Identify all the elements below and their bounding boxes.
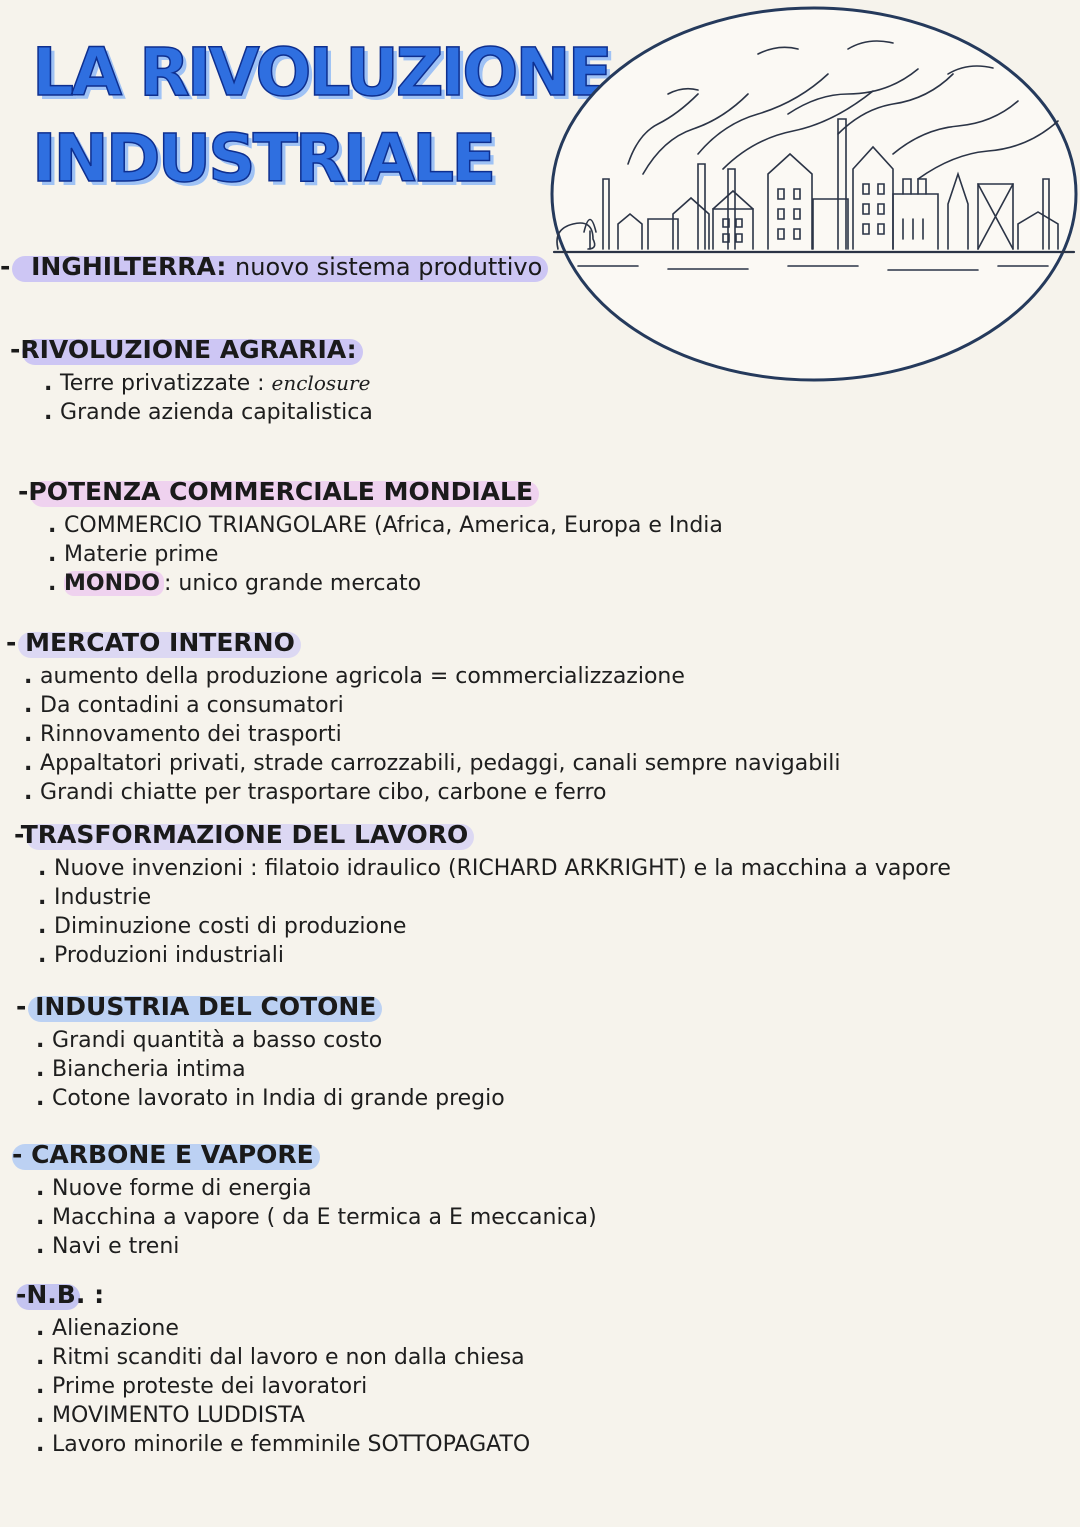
heading-carbone-vapore xyxy=(12,1138,314,1172)
list-item: . Diminuzione costi di produzione xyxy=(38,912,951,941)
section-inghilterra xyxy=(0,250,542,284)
list-item: . aumento della produzione agricola = commercializzazione xyxy=(24,662,841,691)
heading-text: -POTENZA COMMERCIALE MONDIALE xyxy=(18,477,534,506)
section-rivoluzione-agraria xyxy=(10,333,373,427)
heading-inghilterra xyxy=(0,250,542,284)
list-item: . Da contadini a consumatori xyxy=(24,691,841,720)
section-nb xyxy=(16,1278,530,1459)
heading-rivoluzione-agraria xyxy=(10,333,357,367)
section-mercato-interno xyxy=(6,626,841,807)
list-item: . Macchina a vapore ( da E termica a E meccanica) xyxy=(36,1203,597,1232)
list-lavoro xyxy=(38,854,951,970)
list-item: . Ritmi scanditi dal lavoro e non dalla chiesa xyxy=(36,1343,530,1372)
list-item: . COMMERCIO TRIANGOLARE (Africa, America, Europa e India xyxy=(48,511,723,540)
heading-text: -RIVOLUZIONE AGRARIA: xyxy=(10,335,357,364)
list-item: . Lavoro minorile e femminile SOTTOPAGATO xyxy=(36,1430,530,1459)
heading-text: - CARBONE E VAPORE xyxy=(12,1140,314,1169)
list-item: . Biancheria intima xyxy=(36,1055,505,1084)
list-item xyxy=(48,569,723,598)
list-item xyxy=(44,369,373,398)
list-item: . Produzioni industriali xyxy=(38,941,951,970)
heading-industria-cotone xyxy=(16,990,376,1024)
list-item: . Alienazione xyxy=(36,1314,530,1343)
heading-text: -N.B. xyxy=(16,1280,86,1309)
list-cotone xyxy=(36,1026,505,1113)
list-item: . Cotone lavorato in India di grande pregio xyxy=(36,1084,505,1113)
list-item: . Materie prime xyxy=(48,540,723,569)
heading-prefix: - xyxy=(0,252,11,281)
page-title xyxy=(32,30,610,202)
list-item: . Appaltatori privati, strade carrozzabili, pedaggi, canali sempre navigabili xyxy=(24,749,841,778)
heading-description: nuovo sistema produttivo xyxy=(235,253,543,281)
heading-separator: : xyxy=(216,252,236,281)
title-line-1: LA RIVOLUZIONE xyxy=(32,34,610,111)
enclosure-note: enclosure xyxy=(271,371,371,395)
heading-suffix: : xyxy=(85,1280,105,1309)
list-item: . Grandi quantità a basso costo xyxy=(36,1026,505,1055)
list-carbone xyxy=(36,1174,597,1261)
heading-text: - MERCATO INTERNO xyxy=(6,628,295,657)
list-commerciale xyxy=(48,511,723,598)
list-item: . Grandi chiatte per trasportare cibo, carbone e ferro xyxy=(24,778,841,807)
list-mercato xyxy=(24,662,841,807)
heading-text: INGHILTERRA xyxy=(31,252,217,281)
title-line-2: INDUSTRIALE xyxy=(32,120,494,197)
list-item: . Navi e treni xyxy=(36,1232,597,1261)
heading-text: - INDUSTRIA DEL COTONE xyxy=(16,992,377,1021)
heading-mercato-interno xyxy=(6,626,295,660)
list-nb xyxy=(36,1314,530,1459)
heading-potenza-commerciale xyxy=(18,475,533,509)
item-text: : unico grande mercato xyxy=(164,571,422,596)
list-item: . Rinnovamento dei trasporti xyxy=(24,720,841,749)
list-item: . Prime proteste dei lavoratori xyxy=(36,1372,530,1401)
section-potenza-commerciale xyxy=(18,475,723,598)
list-agraria xyxy=(44,369,373,427)
section-carbone-vapore xyxy=(12,1138,597,1261)
list-item: . MOVIMENTO LUDDISTA xyxy=(36,1401,530,1430)
factory-city-sketch-icon xyxy=(548,4,1080,384)
heading-nb xyxy=(16,1278,104,1312)
list-item: . Nuove forme di energia xyxy=(36,1174,597,1203)
item-text: Terre privatizzate : xyxy=(60,371,272,396)
mondo-keyword: MONDO xyxy=(64,571,164,596)
heading-trasformazione-lavoro xyxy=(14,818,468,852)
list-item: . Grande azienda capitalistica xyxy=(44,398,373,427)
list-item: . Nuove invenzioni : filatoio idraulico (RICHARD ARKRIGHT) e la macchina a vapore xyxy=(38,854,951,883)
section-industria-cotone xyxy=(16,990,505,1113)
heading-text: -TRASFORMAZIONE DEL LAVORO xyxy=(14,820,469,849)
section-trasformazione-lavoro xyxy=(14,818,951,970)
list-item: . Industrie xyxy=(38,883,951,912)
